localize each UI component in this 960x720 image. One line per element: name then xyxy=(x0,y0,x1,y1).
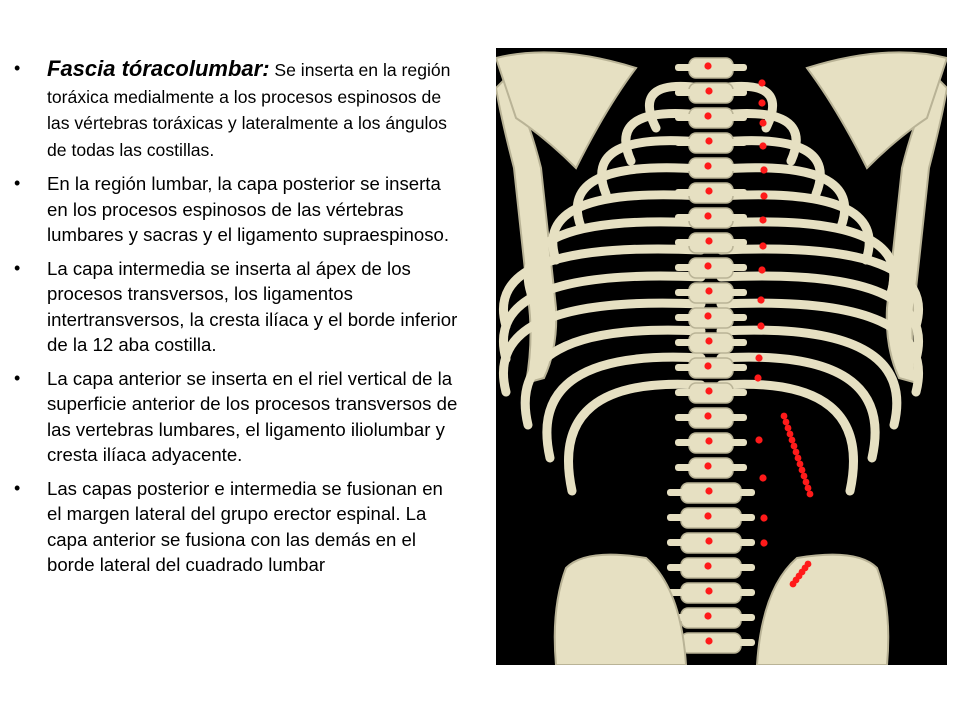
attachment-marker xyxy=(705,437,712,444)
attachment-marker xyxy=(758,79,765,86)
bullet-dot-icon: • xyxy=(14,367,21,388)
attachment-marker xyxy=(785,425,792,432)
attachment-marker xyxy=(760,192,767,199)
bullet-text: La capa intermedia se inserta al ápex de los procesos transversos, los ligamentos intertransversos, la cresta ilíaca y el borde inferior de la 12 aba costilla. xyxy=(47,257,458,355)
bullet-dot-icon: • xyxy=(14,58,21,78)
bullet-dot-icon: • xyxy=(14,173,21,193)
attachment-marker xyxy=(781,413,788,420)
attachment-marker xyxy=(803,479,810,486)
attachment-marker xyxy=(704,262,711,269)
attachment-marker xyxy=(787,431,794,438)
attachment-marker xyxy=(704,212,711,219)
attachment-marker xyxy=(704,512,711,519)
attachment-marker xyxy=(758,266,765,273)
attachment-marker xyxy=(705,537,712,544)
attachment-marker xyxy=(759,474,766,481)
attachment-marker xyxy=(760,514,767,521)
bullet-text: Se inserta en la región toráxica medialmente a los procesos espinosos de las vértebras toráxicas y lateralmente a los ángulos de todas las costillas. xyxy=(47,60,451,160)
attachment-marker xyxy=(704,612,711,619)
attachment-marker xyxy=(704,62,711,69)
bullet-lead-term: Fascia tóracolumbar: xyxy=(47,56,270,81)
attachment-marker xyxy=(704,312,711,319)
attachment-marker xyxy=(705,587,712,594)
attachment-marker xyxy=(793,449,800,456)
bullet-item xyxy=(14,476,460,578)
attachment-marker xyxy=(705,137,712,144)
attachment-marker xyxy=(705,337,712,344)
attachment-marker xyxy=(704,162,711,169)
attachment-marker xyxy=(705,187,712,194)
attachment-marker xyxy=(799,467,806,474)
attachment-marker xyxy=(757,296,764,303)
bullet-item xyxy=(14,256,460,358)
attachment-marker xyxy=(704,112,711,119)
bullet-text: Las capas posterior e intermedia se fusionan en el margen lateral del grupo erector espinal. La capa anterior se fusiona con las demás en el borde lateral del cuadrado lumbar xyxy=(47,477,443,575)
attachment-marker xyxy=(704,412,711,419)
attachment-marker xyxy=(754,374,761,381)
attachment-marker xyxy=(705,387,712,394)
attachment-marker xyxy=(759,142,766,149)
bullet-item xyxy=(14,56,460,163)
attachment-marker xyxy=(789,437,796,444)
attachment-marker xyxy=(705,637,712,644)
attachment-marker xyxy=(805,561,812,568)
attachment-marker xyxy=(705,87,712,94)
bullet-item xyxy=(14,366,460,468)
attachment-marker xyxy=(705,237,712,244)
attachment-marker xyxy=(783,419,790,426)
attachment-marker xyxy=(801,473,808,480)
attachment-marker xyxy=(758,99,765,106)
skeleton-figure xyxy=(496,48,947,665)
attachment-marker xyxy=(795,455,802,462)
bullet-dot-icon: • xyxy=(14,477,21,498)
attachment-marker xyxy=(757,322,764,329)
attachment-marker xyxy=(704,462,711,469)
bullet-item xyxy=(14,171,460,248)
attachment-marker xyxy=(760,539,767,546)
attachment-marker xyxy=(755,354,762,361)
attachment-marker xyxy=(760,166,767,173)
attachment-marker xyxy=(759,119,766,126)
attachment-marker xyxy=(705,487,712,494)
attachment-marker xyxy=(797,461,804,468)
attachment-marker xyxy=(807,491,814,498)
bullet-text: La capa anterior se inserta en el riel vertical de la superficie anterior de los procesos transversos de las vertebras lumbares, el ligamento iliolumbar y cresta ilíaca adyacente. xyxy=(47,367,458,465)
attachment-marker xyxy=(759,242,766,249)
bullet-dot-icon: • xyxy=(14,257,21,278)
attachment-marker xyxy=(805,485,812,492)
attachment-marker xyxy=(759,216,766,223)
attachment-marker xyxy=(705,287,712,294)
attachment-marker xyxy=(704,562,711,569)
attachment-marker xyxy=(704,362,711,369)
bullet-text: En la región lumbar, la capa posterior se inserta en los procesos espinosos de las vértebras lumbares y sacras y el ligamento supraespinoso. xyxy=(47,173,450,245)
skeleton-illustration xyxy=(496,48,947,665)
bullet-list xyxy=(14,56,460,586)
attachment-marker xyxy=(755,436,762,443)
attachment-marker xyxy=(791,443,798,450)
